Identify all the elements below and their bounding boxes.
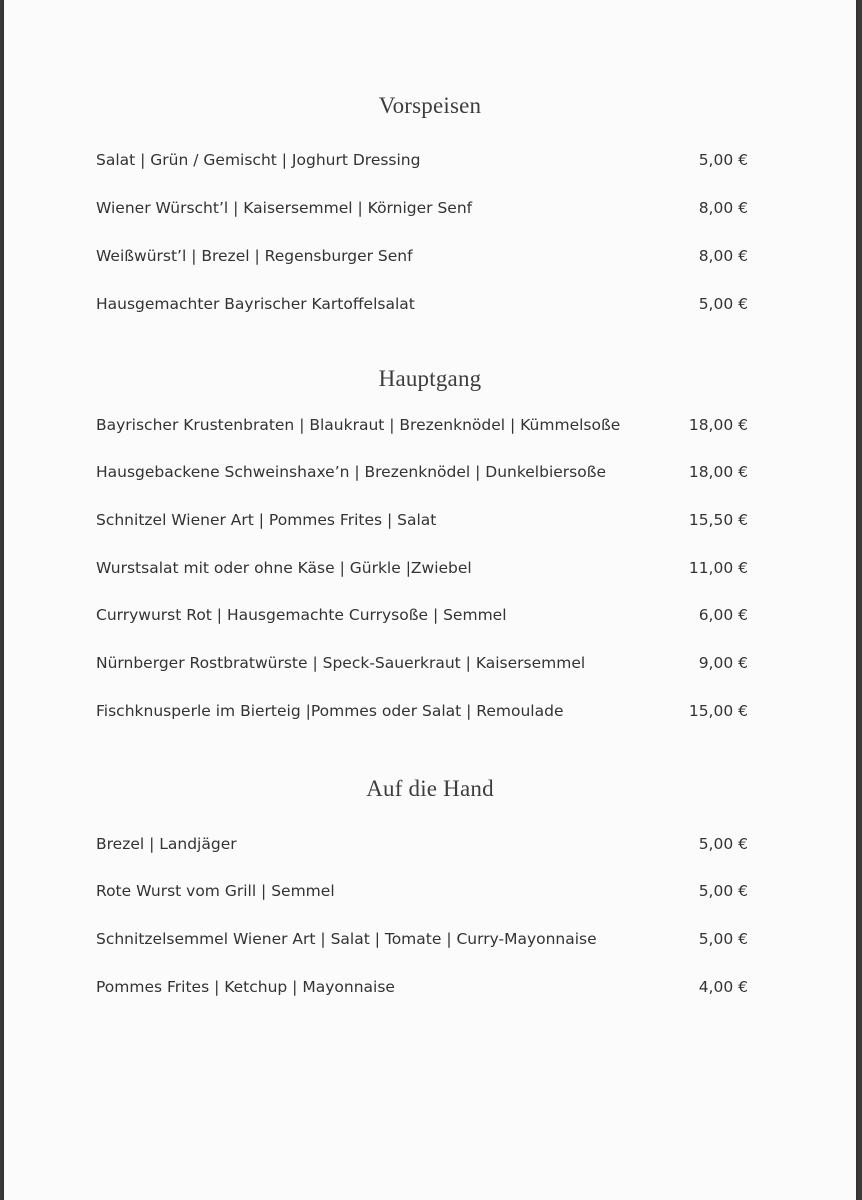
menu-item-price: 15,50 € [688,511,748,529]
menu-item-name: Salat | Grün / Gemischt | Joghurt Dressing [96,151,421,169]
menu-item [96,930,748,956]
menu-item-price: 5,00 € [698,882,748,900]
menu-item [96,835,748,861]
menu-item-name: Brezel | Landjäger [96,835,237,853]
menu-item-price: 11,00 € [688,559,748,577]
menu-item-price: 5,00 € [698,930,748,948]
menu-item [96,559,748,585]
menu-item [96,416,748,442]
menu-item-name: Bayrischer Krustenbraten | Blaukraut | Brezenknödel | Kümmelsoße [96,416,621,434]
menu-item-price: 15,00 € [688,702,748,720]
menu-item-price: 18,00 € [688,416,748,434]
menu-page [4,0,856,1200]
menu-item-price: 4,00 € [698,978,748,996]
menu-item [96,702,748,728]
menu-item [96,151,748,177]
menu-item-price: 5,00 € [698,835,748,853]
menu-item [96,978,748,1004]
menu-item [96,511,748,537]
section-title-auf-die-hand: Auf die Hand [366,776,494,801]
menu-item [96,247,748,273]
menu-item-price: 18,00 € [688,463,748,481]
menu-item-name: Hausgebackene Schweinshaxe’n | Brezenknödel | Dunkelbiersoße [96,463,607,481]
section-title-vorspeisen: Vorspeisen [378,93,482,118]
menu-item [96,606,748,632]
menu-item-price: 9,00 € [698,654,748,672]
menu-item [96,654,748,680]
menu-item-name: Fischknusperle im Bierteig |Pommes oder Salat | Remoulade [96,702,564,720]
menu-item-name: Rote Wurst vom Grill | Semmel [96,882,335,900]
menu-item [96,882,748,908]
menu-item-name: Wurstsalat mit oder ohne Käse | Gürkle |Zwiebel [96,559,472,577]
menu-item [96,295,748,321]
menu-item-name: Pommes Frites | Ketchup | Mayonnaise [96,978,395,996]
menu-item [96,199,748,225]
menu-item-name: Hausgemachter Bayrischer Kartoffelsalat [96,295,415,313]
menu-item-price: 6,00 € [698,606,748,624]
menu-item [96,463,748,489]
menu-item-price: 5,00 € [698,295,748,313]
menu-item-name: Currywurst Rot | Hausgemachte Currysoße | Semmel [96,606,507,624]
section-title-hauptgang: Hauptgang [378,366,482,391]
menu-item-name: Schnitzelsemmel Wiener Art | Salat | Tomate | Curry-Mayonnaise [96,930,597,948]
menu-item-price: 8,00 € [698,199,748,217]
menu-item-name: Weißwürst’l | Brezel | Regensburger Senf [96,247,413,265]
menu-item-price: 8,00 € [698,247,748,265]
menu-item-name: Schnitzel Wiener Art | Pommes Frites | Salat [96,511,437,529]
menu-item-name: Wiener Würscht’l | Kaisersemmel | Körniger Senf [96,199,473,217]
menu-item-name: Nürnberger Rostbratwürste | Speck-Sauerkraut | Kaisersemmel [96,654,586,672]
menu-item-price: 5,00 € [698,151,748,169]
